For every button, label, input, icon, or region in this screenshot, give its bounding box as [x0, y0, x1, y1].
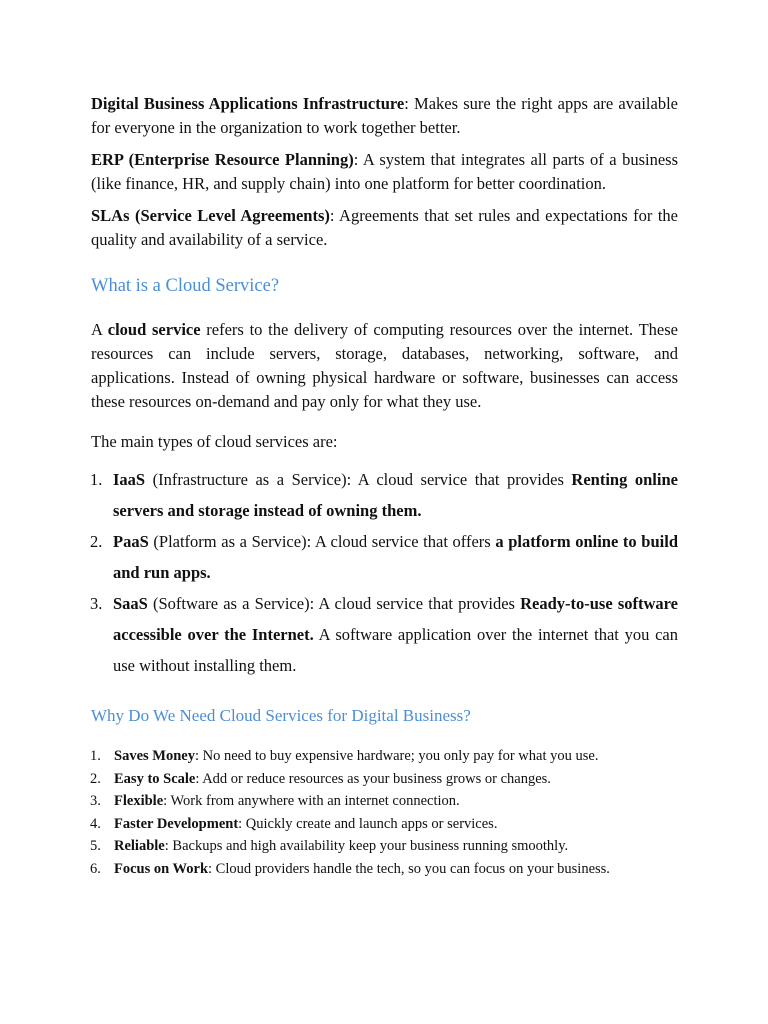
type-highlight: Renting online servers and storage instead of owning them. — [113, 470, 678, 520]
list-item-saves-money — [91, 745, 678, 768]
list-item-reliable — [91, 835, 678, 858]
type-highlight: a platform online to build and run apps. — [113, 532, 678, 582]
definition-term: ERP (Enterprise Resource Planning) — [91, 150, 354, 169]
reason-term: Flexible — [114, 793, 164, 810]
reason-text: : Quickly create and launch apps or services. — [238, 815, 498, 832]
type-highlight: Ready-to-use software accessible over the Internet. — [113, 594, 679, 644]
definition-text: : Makes sure the right apps are available for everyone in the organization to work together better. — [91, 94, 678, 137]
intro-prefix: A — [91, 320, 108, 339]
why-cloud-heading: Why Do We Need Cloud Services for Digital Business? — [91, 706, 471, 725]
reason-text: : Add or reduce resources as your business grows or changes. — [195, 770, 551, 787]
reason-text: : Work from anywhere with an internet connection. — [163, 793, 460, 810]
list-item-easy-to-scale — [91, 768, 678, 791]
list-item-flexible — [91, 790, 678, 813]
definition-erp — [91, 148, 678, 196]
list-number: 1. — [90, 748, 101, 764]
reason-text: : No need to buy expensive hardware; you only pay for what you use. — [194, 748, 599, 764]
list-number: 4. — [90, 815, 101, 832]
list-number: 5. — [90, 838, 101, 855]
reason-text: : Backups and high availability keep your business running smoothly. — [164, 838, 569, 855]
definition-digital-business-apps — [91, 92, 678, 140]
list-number: 3. — [90, 594, 103, 613]
reason-term: Saves Money — [114, 748, 195, 764]
list-item-iaas — [91, 464, 678, 526]
reason-term: Easy to Scale — [114, 770, 196, 787]
type-name: IaaS — [113, 470, 146, 489]
reason-text: : Cloud providers handle the tech, so you can focus on your business. — [208, 860, 610, 877]
type-name: PaaS — [113, 532, 149, 551]
cloud-service-heading: What is a Cloud Service? — [91, 276, 280, 296]
type-desc: (Software as a Service): A cloud service that provides — [147, 594, 521, 613]
definition-term: SLAs (Service Level Agreements) — [91, 206, 330, 225]
type-desc: (Infrastructure as a Service): A cloud service that provides — [145, 470, 572, 489]
intro-term: cloud service — [107, 320, 201, 339]
document-page — [91, 92, 678, 881]
list-number: 2. — [90, 770, 101, 787]
reasons-list — [91, 745, 678, 881]
reason-term: Faster Development — [114, 815, 239, 832]
type-desc: (Platform as a Service): A cloud service that offers — [148, 532, 496, 551]
definition-slas — [91, 204, 678, 252]
types-intro: The main types of cloud services are: — [91, 432, 338, 451]
type-tail: A software application over the internet that you can use without installing them. — [113, 625, 679, 675]
list-number: 6. — [90, 860, 101, 877]
definition-term: Digital Business Applications Infrastructure — [91, 94, 405, 113]
list-item-saas — [91, 588, 678, 681]
cloud-types-list — [91, 464, 678, 681]
reason-term: Reliable — [114, 838, 165, 855]
cloud-service-intro — [91, 318, 678, 414]
list-number: 1. — [90, 470, 103, 489]
type-name: SaaS — [113, 594, 148, 613]
definition-text: : A system that integrates all parts of a business (like finance, HR, and supply chain) into one platform for better coordination. — [91, 150, 678, 193]
intro-body: refers to the delivery of computing resources over the internet. These resources can include servers, storage, databases, networking, software, and applications. Instead of owning physical hardware or software, businesses can access these resources on-demand and pay only for what they use. — [91, 320, 679, 411]
list-item-paas — [91, 526, 678, 588]
list-number: 2. — [90, 532, 103, 551]
definition-text: : Agreements that set rules and expectations for the quality and availability of a service. — [91, 206, 678, 249]
list-item-focus-on-work — [91, 858, 678, 881]
list-item-faster-development — [91, 813, 678, 836]
list-number: 3. — [90, 793, 101, 810]
reason-term: Focus on Work — [114, 860, 209, 877]
